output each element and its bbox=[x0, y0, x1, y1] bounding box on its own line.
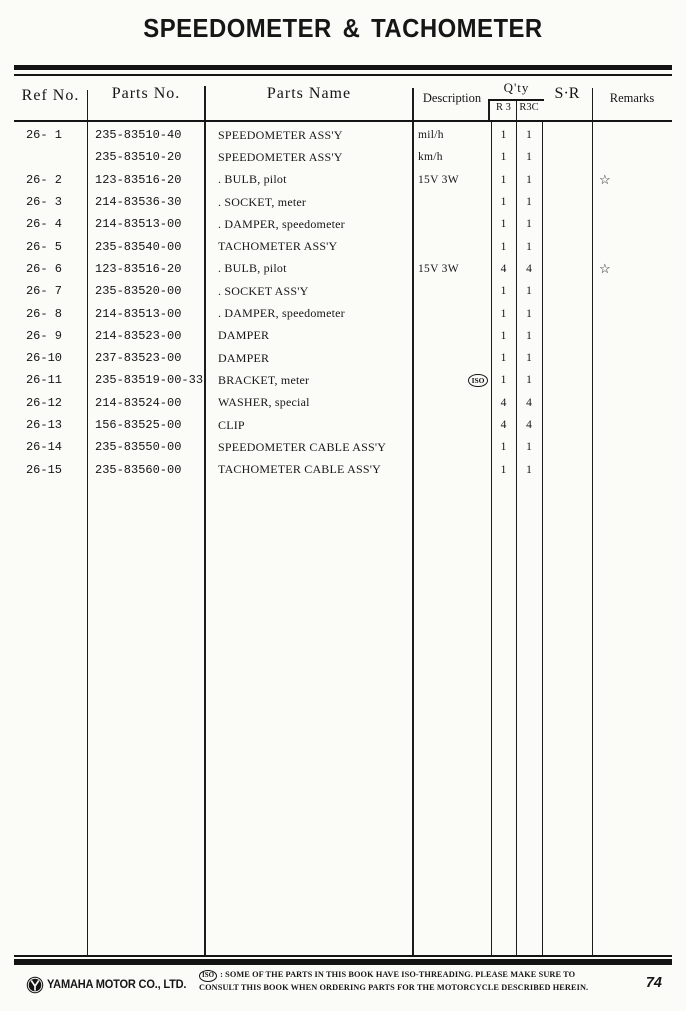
parts-name-cell: CLIP bbox=[218, 417, 245, 432]
parts-table bbox=[14, 78, 672, 955]
bottom-rule-thin bbox=[14, 955, 672, 957]
parts-no-cell: 123-83516-20 bbox=[95, 261, 182, 276]
qty-r3-cell: 1 bbox=[500, 463, 507, 476]
table-body bbox=[14, 122, 672, 955]
parts-no-cell: 235-83560-00 bbox=[95, 462, 182, 477]
parts-name-cell: WASHER, special bbox=[218, 395, 310, 410]
footer-note-line-2: CONSULT THIS BOOK WHEN ORDERING PARTS FOR THE MOTORCYCLE DESCRIBED HEREIN. bbox=[199, 982, 589, 992]
parts-name-cell: . DAMPER, speedometer bbox=[218, 306, 345, 321]
footer-note-line-1 bbox=[199, 969, 599, 982]
parts-name-cell: . DAMPER, speedometer bbox=[218, 216, 345, 231]
ref-no-cell: 26-14 bbox=[25, 440, 62, 455]
parts-no-cell: 235-83519-00-33 bbox=[95, 373, 204, 388]
parts-no-cell: 123-83516-20 bbox=[95, 172, 182, 187]
parts-name-cell: SPEEDOMETER CABLE ASS'Y bbox=[218, 439, 387, 454]
qty-r3-cell: 1 bbox=[500, 151, 507, 164]
table-row bbox=[14, 258, 672, 280]
parts-name-cell: DAMPER bbox=[218, 350, 270, 365]
qty-r3c-cell: 1 bbox=[526, 218, 532, 231]
table-row bbox=[14, 302, 672, 324]
table-header bbox=[14, 78, 672, 122]
parts-name-cell: . BULB, pilot bbox=[218, 172, 287, 187]
header-divider bbox=[488, 101, 490, 120]
qty-r3c-cell: 4 bbox=[526, 419, 532, 431]
table-row bbox=[14, 213, 672, 235]
table-row bbox=[14, 414, 672, 436]
header-parts-no: Parts No. bbox=[111, 85, 181, 102]
table-row bbox=[14, 169, 672, 191]
top-rule-thick bbox=[14, 65, 672, 70]
description-text: 15V 3W bbox=[418, 262, 459, 275]
table-row bbox=[14, 347, 672, 369]
qty-r3c-cell: 1 bbox=[526, 307, 532, 320]
footer-note bbox=[199, 969, 599, 993]
parts-name-cell: . SOCKET ASS'Y bbox=[218, 283, 309, 298]
header-qty: Q'ty bbox=[503, 80, 530, 95]
table-row bbox=[14, 280, 672, 302]
ref-no-cell: 26- 7 bbox=[25, 284, 62, 299]
qty-r3-cell: 1 bbox=[500, 441, 507, 454]
parts-no-cell: 214-83513-00 bbox=[95, 217, 182, 232]
qty-r3-cell: 1 bbox=[500, 218, 507, 231]
ref-no-cell: 26-15 bbox=[25, 462, 62, 477]
header-divider bbox=[592, 88, 594, 120]
header-remarks: Remarks bbox=[609, 91, 655, 105]
qty-r3c-cell: 1 bbox=[526, 196, 532, 209]
qty-r3c-cell: 1 bbox=[526, 441, 532, 454]
bottom-rule-thick bbox=[14, 959, 672, 965]
footer-brand bbox=[26, 976, 192, 994]
footer-note-text-1: : SOME OF THE PARTS IN THIS BOOK HAVE ISO-THREADING. PLEASE MAKE SURE TO bbox=[220, 970, 576, 979]
parts-no-cell: 156-83525-00 bbox=[95, 418, 182, 432]
ref-no-cell: 26- 1 bbox=[25, 128, 62, 143]
qty-r3c-cell: 4 bbox=[526, 396, 532, 409]
header-divider bbox=[412, 88, 414, 120]
parts-no-cell: 235-83510-40 bbox=[95, 128, 182, 143]
yamaha-logo-icon bbox=[26, 976, 44, 994]
parts-name-cell: TACHOMETER ASS'Y bbox=[218, 239, 338, 254]
description-cell bbox=[413, 263, 491, 275]
qty-r3c-cell: 1 bbox=[526, 151, 532, 164]
ref-no-cell: 26- 2 bbox=[25, 172, 62, 187]
qty-r3c-cell: 1 bbox=[526, 352, 532, 365]
table-row bbox=[14, 436, 672, 458]
ref-no-cell: 26- 8 bbox=[25, 306, 62, 321]
parts-no-cell: 214-83524-00 bbox=[95, 395, 182, 410]
qty-r3c-cell: 1 bbox=[526, 129, 532, 142]
ref-no-cell: 26- 5 bbox=[25, 239, 62, 254]
qty-r3-cell: 1 bbox=[500, 307, 507, 320]
ref-no-cell: 26-11 bbox=[25, 373, 62, 388]
qty-r3-cell: 1 bbox=[500, 285, 507, 298]
parts-no-cell: 214-83513-00 bbox=[95, 306, 182, 321]
page-number: 74 bbox=[645, 975, 662, 991]
table-row bbox=[14, 235, 672, 257]
table-row bbox=[14, 146, 672, 168]
qty-r3-cell: 4 bbox=[500, 262, 507, 275]
qty-r3c-cell: 1 bbox=[526, 374, 532, 387]
header-divider bbox=[204, 86, 206, 120]
remarks-cell: ☆ bbox=[599, 260, 611, 276]
iso-badge: ISO bbox=[199, 970, 217, 982]
header-divider bbox=[516, 101, 518, 120]
ref-no-cell: 26- 3 bbox=[25, 195, 62, 210]
page-title: SPEEDOMETER & TACHOMETER bbox=[143, 13, 543, 43]
iso-badge: ISO bbox=[468, 374, 488, 388]
parts-name-cell: TACHOMETER CABLE ASS'Y bbox=[218, 462, 381, 477]
qty-r3c-cell: 4 bbox=[526, 262, 532, 275]
table-row bbox=[14, 392, 672, 414]
parts-name-cell: SPEEDOMETER ASS'Y bbox=[218, 127, 343, 142]
ref-no-cell: 26-13 bbox=[25, 418, 62, 432]
parts-name-cell: . BULB, pilot bbox=[218, 261, 287, 276]
description-cell bbox=[413, 151, 491, 163]
header-divider bbox=[87, 90, 89, 120]
qty-r3-cell: 1 bbox=[500, 129, 507, 142]
header-qty-r3: R 3 bbox=[496, 102, 511, 113]
qty-r3c-cell: 1 bbox=[526, 463, 532, 476]
remarks-cell: ☆ bbox=[599, 171, 611, 187]
description-cell bbox=[413, 129, 491, 141]
top-rule-thin bbox=[14, 74, 672, 76]
parts-name-cell: . SOCKET, meter bbox=[218, 194, 307, 209]
header-qty-r3c: R3C bbox=[519, 102, 539, 113]
header-description: Description bbox=[422, 91, 482, 105]
table-row bbox=[14, 369, 672, 391]
qty-r3-cell: 1 bbox=[500, 329, 507, 342]
qty-r3c-cell: 1 bbox=[526, 240, 532, 253]
table-row bbox=[14, 325, 672, 347]
table-row bbox=[14, 124, 672, 146]
qty-r3-cell: 1 bbox=[500, 352, 507, 365]
description-text: km/h bbox=[418, 151, 443, 164]
parts-no-cell: 214-83536-30 bbox=[95, 195, 182, 210]
table-row bbox=[14, 191, 672, 213]
header-sr: S·R bbox=[554, 85, 580, 102]
brand-name: YAMAHA MOTOR CO., LTD. bbox=[47, 979, 187, 991]
description-text: 15V 3W bbox=[418, 173, 459, 186]
ref-no-cell: 26-12 bbox=[25, 395, 62, 410]
qty-r3-cell: 4 bbox=[500, 396, 507, 409]
description-cell bbox=[413, 374, 491, 388]
description-cell bbox=[413, 174, 491, 186]
ref-no-cell: 26-10 bbox=[25, 351, 62, 366]
parts-no-cell: 235-83520-00 bbox=[95, 284, 182, 299]
ref-no-cell: 26- 6 bbox=[25, 261, 62, 276]
ref-no-cell: 26- 4 bbox=[25, 217, 62, 232]
parts-no-cell: 235-83510-20 bbox=[95, 150, 182, 165]
qty-r3-cell: 4 bbox=[500, 419, 507, 431]
table-row bbox=[14, 458, 672, 480]
qty-r3-cell: 1 bbox=[500, 240, 507, 253]
parts-name-cell: SPEEDOMETER ASS'Y bbox=[218, 149, 343, 164]
parts-name-cell: DAMPER bbox=[218, 328, 270, 343]
ref-no-cell: 26- 9 bbox=[25, 328, 62, 343]
qty-r3c-cell: 1 bbox=[526, 329, 532, 342]
parts-no-cell: 235-83540-00 bbox=[95, 239, 182, 254]
parts-no-cell: 235-83550-00 bbox=[95, 440, 182, 455]
qty-r3c-cell: 1 bbox=[526, 285, 532, 298]
header-ref-no: Ref No. bbox=[21, 87, 80, 104]
qty-r3-cell: 1 bbox=[500, 196, 507, 209]
qty-r3-cell: 1 bbox=[500, 173, 507, 186]
qty-r3-cell: 1 bbox=[500, 374, 507, 387]
parts-no-cell: 214-83523-00 bbox=[95, 328, 182, 343]
qty-r3c-cell: 1 bbox=[526, 173, 532, 186]
parts-no-cell: 237-83523-00 bbox=[95, 351, 182, 366]
header-parts-name: Parts Name bbox=[266, 85, 352, 102]
description-text: mil/h bbox=[418, 129, 444, 142]
parts-name-cell: BRACKET, meter bbox=[218, 372, 310, 387]
